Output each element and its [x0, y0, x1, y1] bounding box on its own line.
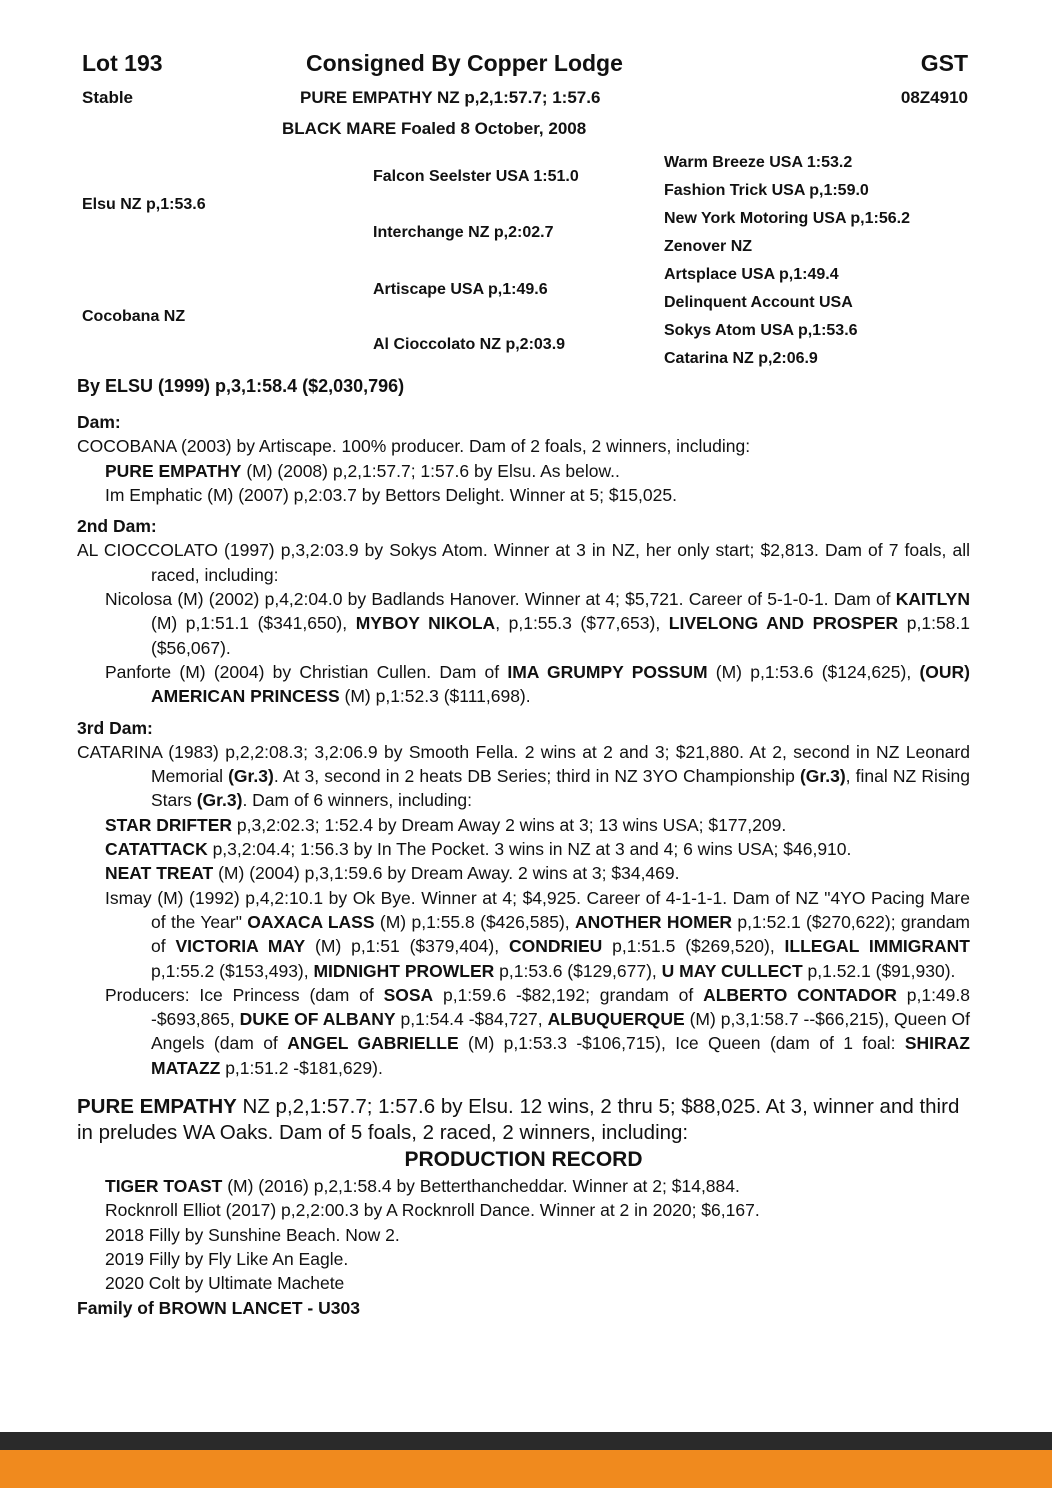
- pedigree-g2: Al Cioccolato NZ p,2:03.9: [373, 336, 566, 353]
- pedigree-dam: Cocobana NZ: [82, 308, 186, 325]
- production-entry: 2019 Filly by Fly Like An Eagle.: [105, 1248, 349, 1269]
- summary-paragraph: PURE EMPATHY NZ p,2,1:57.7; 1:57.6 by Elsu. 12 wins, 2 thru 5; $88,025. At 3, winner and third in preludes WA Oaks. Dam of 5 foals, 2 raced, 2 winners, including:: [77, 1095, 960, 1145]
- pedigree-g3: Zenover NZ: [664, 238, 753, 255]
- third-dam-heading: 3rd Dam:: [77, 717, 153, 738]
- third-dam-produce-entry: Ismay (M) (1992) p,4,2:10.1 by Ok Bye. Winner at 4; $4,925. Career of 4-1-1-1. Dam of NZ "4YO Pacing Mare of the Year" OAXACA LASS (M) p,1:55.8 ($426,585), ANOTHER HOMER p,1:52.1 ($270,622); grandam of VICTORIA MAY (M) p,1:51 ($379,404), CONDRIEU p,1:51.5 ($269,520), ILLEGAL IMMIGRANT p,1:55.2 ($153,493), MIDNIGHT PROWLER p,1:53.6 ($129,677), U MAY CULLECT p,1.52.1 ($91,930).: [105, 887, 970, 981]
- second-dam-heading: 2nd Dam:: [77, 516, 157, 537]
- production-entry: 2020 Colt by Ultimate Machete: [105, 1273, 345, 1294]
- sire-line: By ELSU (1999) p,3,1:58.4 ($2,030,796): [77, 376, 405, 396]
- horse-line: PURE EMPATHY NZ p,2,1:57.7; 1:57.6: [300, 88, 601, 107]
- pedigree-g2: Interchange NZ p,2:02.7: [373, 224, 554, 241]
- code: GST: [920, 50, 968, 76]
- pedigree-g3: Catarina NZ p,2:06.9: [664, 350, 818, 367]
- pedigree-g3: Delinquent Account USA: [664, 294, 853, 311]
- pedigree-g2: Falcon Seelster USA 1:51.0: [373, 168, 579, 185]
- pedigree-g3: Warm Breeze USA 1:53.2: [664, 154, 853, 171]
- catalogue-body: [77, 410, 970, 1320]
- third-dam-produce-entry: CATATTACK p,3,2:04.4; 1:56.3 by In The Pocket. 3 wins in NZ at 3 and 4; 6 wins USA; $46,910.: [105, 839, 852, 860]
- producers-entry: Producers: Ice Princess (dam of SOSA p,1:59.6 -$82,192; grandam of ALBERTO CONTADOR p,1:49.8 -$693,865, DUKE OF ALBANY p,1:54.4 -$84,727, ALBUQUERQUE (M) p,3,1:58.7 --$66,215), Queen Of Angels (dam of ANGEL GABRIELLE (M) p,1:53.3 -$106,715), Ice Queen (dam of 1 foal: SHIRAZ MATAZZ p,1:51.2 -$181,629).: [105, 984, 970, 1078]
- lot-number: Lot 193: [82, 50, 163, 76]
- second-dam-produce-entry: Nicolosa (M) (2002) p,4,2:04.0 by Badlands Hanover. Winner at 4; $5,721. Career of 5-1-0-1. Dam of KAITLYN (M) p,1:51.1 ($341,650), MYBOY NIKOLA, p,1:55.3 ($77,653), LIVELONG AND PROSPER p,1:58.1 ($56,067).: [105, 589, 970, 658]
- consignor: Consigned By Copper Lodge: [306, 50, 623, 76]
- third-dam-intro: CATARINA (1983) p,2,2:08.3; 3,2:06.9 by Smooth Fella. 2 wins at 2 and 3; $21,880. At 2, second in NZ Leonard Memorial (Gr.3). At 3, second in 2 heats DB Series; third in NZ 3YO Championship (Gr.3), final NZ Rising Stars (Gr.3). Dam of 6 winners, including:: [77, 741, 970, 811]
- second-dam-produce-entry: Panforte (M) (2004) by Christian Cullen. Dam of IMA GRUMPY POSSUM (M) p,1:53.6 ($124,625), (OUR) AMERICAN PRINCESS (M) p,1:52.3 ($111,698).: [105, 661, 970, 707]
- footer-dark-bar: [0, 1432, 1052, 1450]
- reference-number: 08Z4910: [900, 88, 968, 107]
- pedigree-g3: Sokys Atom USA p,1:53.6: [664, 322, 858, 339]
- pedigree-g3: Fashion Trick USA p,1:59.0: [664, 182, 869, 199]
- second-dam-intro: AL CIOCCOLATO (1997) p,3,2:03.9 by Sokys Atom. Winner at 3 in NZ, her only start; $2,813. Dam of 7 foals, all raced, including:: [77, 540, 970, 585]
- family-line: Family of BROWN LANCET - U303: [77, 1297, 360, 1318]
- dam-produce-entry: Im Emphatic (M) (2007) p,2:03.7 by Bettors Delight. Winner at 5; $15,025.: [105, 484, 677, 505]
- production-record-heading: PRODUCTION RECORD: [404, 1148, 643, 1172]
- pedigree-sire: Elsu NZ p,1:53.6: [82, 196, 206, 213]
- production-entry: 2018 Filly by Sunshine Beach. Now 2.: [105, 1224, 400, 1245]
- dam-produce-entry: PURE EMPATHY (M) (2008) p,2,1:57.7; 1:57.6 by Elsu. As below..: [105, 460, 620, 481]
- third-dam-produce-entry: NEAT TREAT (M) (2004) p,3,1:59.6 by Dream Away. 2 wins at 3; $34,469.: [105, 863, 680, 884]
- location: Stable: [82, 88, 134, 107]
- pedigree-g3: New York Motoring USA p,1:56.2: [664, 210, 910, 227]
- pedigree-g3: Artsplace USA p,1:49.4: [664, 266, 839, 283]
- dam-intro: COCOBANA (2003) by Artiscape. 100% producer. Dam of 2 foals, 2 winners, including:: [77, 436, 751, 457]
- footer-orange-bar: [0, 1450, 1052, 1488]
- third-dam-produce-entry: STAR DRIFTER p,3,2:02.3; 1:52.4 by Dream Away 2 wins at 3; 13 wins USA; $177,209.: [105, 814, 787, 835]
- foaled-line: BLACK MARE Foaled 8 October, 2008: [282, 119, 587, 138]
- pedigree-g2: Artiscape USA p,1:49.6: [373, 281, 548, 298]
- dam-heading: Dam:: [77, 412, 121, 432]
- production-entry: TIGER TOAST (M) (2016) p,2,1:58.4 by Betterthancheddar. Winner at 2; $14,884.: [105, 1176, 740, 1197]
- production-entry: Rocknroll Elliot (2017) p,2,2:00.3 by A Rocknroll Dance. Winner at 2 in 2020; $6,167.: [105, 1200, 760, 1221]
